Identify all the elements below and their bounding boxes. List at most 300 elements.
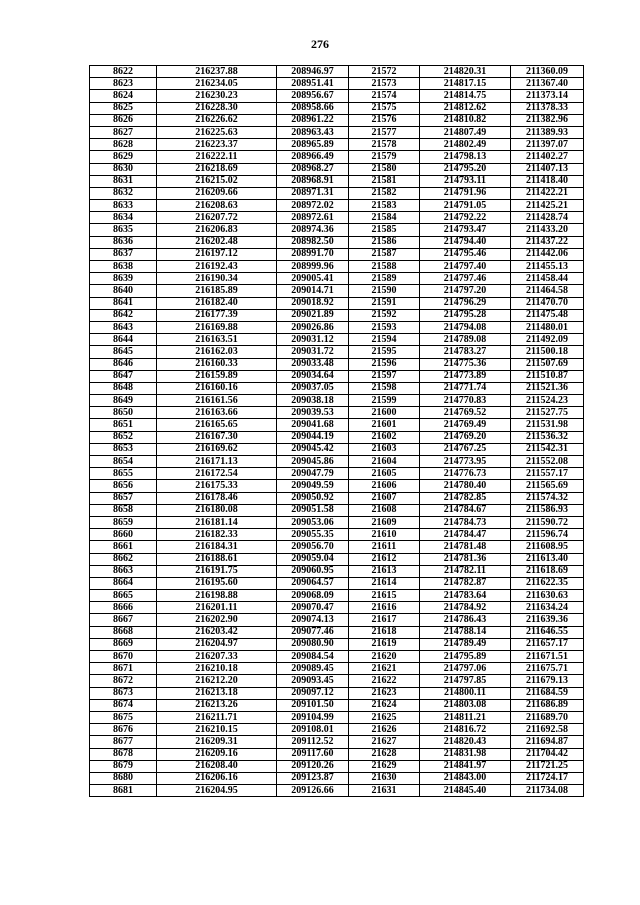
- x-coordinate-right-cell: 214776.73: [420, 468, 511, 480]
- y-coordinate-right-cell: 211684.59: [511, 687, 584, 699]
- point-number-left-cell: 8635: [90, 224, 157, 236]
- y-coordinate-left-cell: 209050.92: [277, 492, 349, 504]
- table-row: [90, 224, 584, 236]
- x-coordinate-left-cell: 216163.51: [157, 334, 277, 346]
- x-coordinate-left-cell: 216182.40: [157, 297, 277, 309]
- y-coordinate-right-cell: 211500.18: [511, 346, 584, 358]
- y-coordinate-left-cell: 209039.53: [277, 407, 349, 419]
- point-number-right-cell: 21611: [349, 541, 420, 553]
- point-number-left-cell: 8675: [90, 711, 157, 723]
- x-coordinate-left-cell: 216195.60: [157, 577, 277, 589]
- x-coordinate-right-cell: 214812.62: [420, 102, 511, 114]
- y-coordinate-left-cell: 209026.86: [277, 321, 349, 333]
- point-number-right-cell: 21576: [349, 114, 420, 126]
- x-coordinate-right-cell: 214773.89: [420, 370, 511, 382]
- point-number-left-cell: 8643: [90, 321, 157, 333]
- x-coordinate-right-cell: 214769.52: [420, 407, 511, 419]
- y-coordinate-right-cell: 211458.44: [511, 273, 584, 285]
- x-coordinate-left-cell: 216208.63: [157, 200, 277, 212]
- point-number-left-cell: 8641: [90, 297, 157, 309]
- point-number-right-cell: 21584: [349, 212, 420, 224]
- x-coordinate-right-cell: 214771.74: [420, 382, 511, 394]
- x-coordinate-left-cell: 216218.69: [157, 163, 277, 175]
- point-number-left-cell: 8679: [90, 760, 157, 772]
- x-coordinate-right-cell: 214773.95: [420, 456, 511, 468]
- y-coordinate-left-cell: 209014.71: [277, 285, 349, 297]
- point-number-right-cell: 21616: [349, 602, 420, 614]
- point-number-left-cell: 8634: [90, 212, 157, 224]
- x-coordinate-left-cell: 216201.11: [157, 602, 277, 614]
- point-number-right-cell: 21621: [349, 663, 420, 675]
- x-coordinate-right-cell: 214784.92: [420, 602, 511, 614]
- y-coordinate-left-cell: 209021.89: [277, 309, 349, 321]
- table-row: [90, 529, 584, 541]
- x-coordinate-right-cell: 214797.40: [420, 261, 511, 273]
- table-row: [90, 334, 584, 346]
- x-coordinate-left-cell: 216178.46: [157, 492, 277, 504]
- point-number-left-cell: 8660: [90, 529, 157, 541]
- point-number-left-cell: 8671: [90, 663, 157, 675]
- x-coordinate-left-cell: 216204.95: [157, 785, 277, 797]
- table-row: [90, 638, 584, 650]
- y-coordinate-right-cell: 211524.23: [511, 395, 584, 407]
- y-coordinate-right-cell: 211590.72: [511, 516, 584, 528]
- table-row: [90, 248, 584, 260]
- x-coordinate-right-cell: 214781.36: [420, 553, 511, 565]
- x-coordinate-left-cell: 216188.61: [157, 553, 277, 565]
- point-number-right-cell: 21580: [349, 163, 420, 175]
- x-coordinate-right-cell: 214789.08: [420, 334, 511, 346]
- y-coordinate-right-cell: 211565.69: [511, 480, 584, 492]
- point-number-right-cell: 21623: [349, 687, 420, 699]
- point-number-right-cell: 21624: [349, 699, 420, 711]
- table-row: [90, 358, 584, 370]
- y-coordinate-left-cell: 209005.41: [277, 273, 349, 285]
- x-coordinate-left-cell: 216177.39: [157, 309, 277, 321]
- x-coordinate-left-cell: 216172.54: [157, 468, 277, 480]
- y-coordinate-right-cell: 211464.58: [511, 285, 584, 297]
- y-coordinate-right-cell: 211527.75: [511, 407, 584, 419]
- x-coordinate-left-cell: 216212.20: [157, 675, 277, 687]
- point-number-right-cell: 21581: [349, 175, 420, 187]
- point-number-right-cell: 21601: [349, 419, 420, 431]
- x-coordinate-right-cell: 214783.27: [420, 346, 511, 358]
- point-number-left-cell: 8659: [90, 516, 157, 528]
- table-row: [90, 492, 584, 504]
- table-row: [90, 163, 584, 175]
- point-number-left-cell: 8681: [90, 785, 157, 797]
- point-number-left-cell: 8626: [90, 114, 157, 126]
- point-number-right-cell: 21617: [349, 614, 420, 626]
- point-number-right-cell: 21631: [349, 785, 420, 797]
- point-number-right-cell: 21579: [349, 151, 420, 163]
- y-coordinate-right-cell: 211634.24: [511, 602, 584, 614]
- x-coordinate-left-cell: 216203.42: [157, 626, 277, 638]
- table-row: [90, 541, 584, 553]
- y-coordinate-left-cell: 209093.45: [277, 675, 349, 687]
- point-number-right-cell: 21622: [349, 675, 420, 687]
- x-coordinate-right-cell: 214788.14: [420, 626, 511, 638]
- y-coordinate-right-cell: 211531.98: [511, 419, 584, 431]
- point-number-left-cell: 8654: [90, 456, 157, 468]
- y-coordinate-right-cell: 211507.69: [511, 358, 584, 370]
- table-row: [90, 577, 584, 589]
- y-coordinate-right-cell: 211622.35: [511, 577, 584, 589]
- y-coordinate-left-cell: 208999.96: [277, 261, 349, 273]
- point-number-right-cell: 21595: [349, 346, 420, 358]
- y-coordinate-right-cell: 211721.25: [511, 760, 584, 772]
- y-coordinate-left-cell: 209070.47: [277, 602, 349, 614]
- point-number-right-cell: 21619: [349, 638, 420, 650]
- point-number-left-cell: 8674: [90, 699, 157, 711]
- table-row: [90, 663, 584, 675]
- y-coordinate-right-cell: 211596.74: [511, 529, 584, 541]
- x-coordinate-left-cell: 216192.43: [157, 261, 277, 273]
- y-coordinate-right-cell: 211492.09: [511, 334, 584, 346]
- x-coordinate-left-cell: 216167.30: [157, 431, 277, 443]
- y-coordinate-left-cell: 208972.02: [277, 200, 349, 212]
- table-row: [90, 407, 584, 419]
- y-coordinate-left-cell: 209117.60: [277, 748, 349, 760]
- x-coordinate-left-cell: 216211.71: [157, 711, 277, 723]
- x-coordinate-right-cell: 214795.46: [420, 248, 511, 260]
- table-row: [90, 419, 584, 431]
- table-row: [90, 370, 584, 382]
- table-row: [90, 590, 584, 602]
- y-coordinate-right-cell: 211646.55: [511, 626, 584, 638]
- table-row: [90, 297, 584, 309]
- y-coordinate-left-cell: 209038.18: [277, 395, 349, 407]
- x-coordinate-left-cell: 216175.33: [157, 480, 277, 492]
- point-number-left-cell: 8631: [90, 175, 157, 187]
- y-coordinate-left-cell: 209047.79: [277, 468, 349, 480]
- y-coordinate-right-cell: 211552.08: [511, 456, 584, 468]
- x-coordinate-right-cell: 214817.15: [420, 78, 511, 90]
- table-row: [90, 346, 584, 358]
- point-number-left-cell: 8663: [90, 565, 157, 577]
- y-coordinate-left-cell: 209031.72: [277, 346, 349, 358]
- y-coordinate-right-cell: 211557.17: [511, 468, 584, 480]
- x-coordinate-left-cell: 216206.16: [157, 772, 277, 784]
- x-coordinate-right-cell: 214797.85: [420, 675, 511, 687]
- x-coordinate-left-cell: 216213.26: [157, 699, 277, 711]
- y-coordinate-right-cell: 211692.58: [511, 724, 584, 736]
- point-number-left-cell: 8624: [90, 90, 157, 102]
- x-coordinate-left-cell: 216209.16: [157, 748, 277, 760]
- point-number-left-cell: 8672: [90, 675, 157, 687]
- y-coordinate-right-cell: 211397.07: [511, 139, 584, 151]
- x-coordinate-right-cell: 214783.64: [420, 590, 511, 602]
- point-number-right-cell: 21610: [349, 529, 420, 541]
- y-coordinate-right-cell: 211618.69: [511, 565, 584, 577]
- y-coordinate-right-cell: 211360.09: [511, 66, 584, 78]
- point-number-right-cell: 21599: [349, 395, 420, 407]
- x-coordinate-right-cell: 214786.43: [420, 614, 511, 626]
- table-row: [90, 553, 584, 565]
- y-coordinate-right-cell: 211675.71: [511, 663, 584, 675]
- y-coordinate-left-cell: 209033.48: [277, 358, 349, 370]
- table-row: [90, 200, 584, 212]
- y-coordinate-right-cell: 211521.36: [511, 382, 584, 394]
- point-number-right-cell: 21606: [349, 480, 420, 492]
- coordinates-table-body: [90, 66, 584, 797]
- y-coordinate-left-cell: 209064.57: [277, 577, 349, 589]
- x-coordinate-left-cell: 216159.89: [157, 370, 277, 382]
- point-number-right-cell: 21572: [349, 66, 420, 78]
- point-number-left-cell: 8644: [90, 334, 157, 346]
- table-row: [90, 760, 584, 772]
- x-coordinate-right-cell: 214782.85: [420, 492, 511, 504]
- y-coordinate-left-cell: 209120.26: [277, 760, 349, 772]
- point-number-right-cell: 21594: [349, 334, 420, 346]
- x-coordinate-right-cell: 214767.25: [420, 443, 511, 455]
- y-coordinate-left-cell: 209056.70: [277, 541, 349, 553]
- y-coordinate-right-cell: 211418.40: [511, 175, 584, 187]
- table-row: [90, 443, 584, 455]
- x-coordinate-right-cell: 214807.49: [420, 126, 511, 138]
- x-coordinate-left-cell: 216234.05: [157, 78, 277, 90]
- point-number-left-cell: 8645: [90, 346, 157, 358]
- y-coordinate-right-cell: 211455.13: [511, 261, 584, 273]
- y-coordinate-left-cell: 209077.46: [277, 626, 349, 638]
- point-number-left-cell: 8656: [90, 480, 157, 492]
- x-coordinate-right-cell: 214802.49: [420, 139, 511, 151]
- point-number-right-cell: 21604: [349, 456, 420, 468]
- point-number-left-cell: 8677: [90, 736, 157, 748]
- table-row: [90, 309, 584, 321]
- point-number-left-cell: 8646: [90, 358, 157, 370]
- y-coordinate-right-cell: 211657.17: [511, 638, 584, 650]
- x-coordinate-right-cell: 214831.98: [420, 748, 511, 760]
- table-row: [90, 273, 584, 285]
- y-coordinate-left-cell: 209044.19: [277, 431, 349, 443]
- x-coordinate-right-cell: 214841.97: [420, 760, 511, 772]
- point-number-left-cell: 8676: [90, 724, 157, 736]
- y-coordinate-left-cell: 209123.87: [277, 772, 349, 784]
- point-number-right-cell: 21586: [349, 236, 420, 248]
- y-coordinate-right-cell: 211407.13: [511, 163, 584, 175]
- point-number-left-cell: 8637: [90, 248, 157, 260]
- point-number-right-cell: 21629: [349, 760, 420, 772]
- y-coordinate-right-cell: 211422.21: [511, 187, 584, 199]
- point-number-left-cell: 8633: [90, 200, 157, 212]
- y-coordinate-right-cell: 211378.33: [511, 102, 584, 114]
- point-number-right-cell: 21590: [349, 285, 420, 297]
- x-coordinate-right-cell: 214791.96: [420, 187, 511, 199]
- point-number-left-cell: 8630: [90, 163, 157, 175]
- table-row: [90, 480, 584, 492]
- point-number-right-cell: 21577: [349, 126, 420, 138]
- point-number-left-cell: 8639: [90, 273, 157, 285]
- y-coordinate-right-cell: 211608.95: [511, 541, 584, 553]
- point-number-left-cell: 8652: [90, 431, 157, 443]
- y-coordinate-left-cell: 208968.91: [277, 175, 349, 187]
- y-coordinate-right-cell: 211437.22: [511, 236, 584, 248]
- y-coordinate-left-cell: 209089.45: [277, 663, 349, 675]
- table-row: [90, 687, 584, 699]
- table-row: [90, 187, 584, 199]
- y-coordinate-left-cell: 209034.64: [277, 370, 349, 382]
- y-coordinate-right-cell: 211367.40: [511, 78, 584, 90]
- y-coordinate-left-cell: 209055.35: [277, 529, 349, 541]
- x-coordinate-right-cell: 214820.31: [420, 66, 511, 78]
- y-coordinate-left-cell: 208991.70: [277, 248, 349, 260]
- table-row: [90, 321, 584, 333]
- x-coordinate-left-cell: 216207.33: [157, 651, 277, 663]
- point-number-right-cell: 21620: [349, 651, 420, 663]
- table-row: [90, 285, 584, 297]
- x-coordinate-left-cell: 216215.02: [157, 175, 277, 187]
- table-row: [90, 395, 584, 407]
- y-coordinate-right-cell: 211704.42: [511, 748, 584, 760]
- point-number-left-cell: 8625: [90, 102, 157, 114]
- point-number-right-cell: 21626: [349, 724, 420, 736]
- table-row: [90, 90, 584, 102]
- x-coordinate-left-cell: 216181.14: [157, 516, 277, 528]
- x-coordinate-right-cell: 214784.47: [420, 529, 511, 541]
- point-number-left-cell: 8670: [90, 651, 157, 663]
- table-row: [90, 212, 584, 224]
- table-row: [90, 626, 584, 638]
- point-number-left-cell: 8666: [90, 602, 157, 614]
- point-number-right-cell: 21602: [349, 431, 420, 443]
- y-coordinate-left-cell: 209126.66: [277, 785, 349, 797]
- point-number-left-cell: 8628: [90, 139, 157, 151]
- y-coordinate-right-cell: 211433.20: [511, 224, 584, 236]
- table-row: [90, 78, 584, 90]
- point-number-left-cell: 8653: [90, 443, 157, 455]
- y-coordinate-right-cell: 211536.32: [511, 431, 584, 443]
- x-coordinate-right-cell: 214782.11: [420, 565, 511, 577]
- y-coordinate-left-cell: 209080.90: [277, 638, 349, 650]
- point-number-right-cell: 21596: [349, 358, 420, 370]
- point-number-right-cell: 21575: [349, 102, 420, 114]
- point-number-right-cell: 21625: [349, 711, 420, 723]
- table-row: [90, 724, 584, 736]
- table-row: [90, 261, 584, 273]
- y-coordinate-right-cell: 211630.63: [511, 590, 584, 602]
- x-coordinate-right-cell: 214780.40: [420, 480, 511, 492]
- x-coordinate-left-cell: 216206.83: [157, 224, 277, 236]
- x-coordinate-left-cell: 216228.30: [157, 102, 277, 114]
- x-coordinate-left-cell: 216210.18: [157, 663, 277, 675]
- x-coordinate-left-cell: 216160.33: [157, 358, 277, 370]
- y-coordinate-right-cell: 211475.48: [511, 309, 584, 321]
- point-number-left-cell: 8678: [90, 748, 157, 760]
- x-coordinate-left-cell: 216190.34: [157, 273, 277, 285]
- x-coordinate-left-cell: 216197.12: [157, 248, 277, 260]
- point-number-right-cell: 21591: [349, 297, 420, 309]
- y-coordinate-right-cell: 211389.93: [511, 126, 584, 138]
- table-row: [90, 151, 584, 163]
- x-coordinate-right-cell: 214793.47: [420, 224, 511, 236]
- y-coordinate-right-cell: 211679.13: [511, 675, 584, 687]
- coordinates-table: [89, 65, 584, 797]
- table-row: [90, 675, 584, 687]
- table-row: [90, 614, 584, 626]
- point-number-left-cell: 8680: [90, 772, 157, 784]
- y-coordinate-left-cell: 209049.59: [277, 480, 349, 492]
- x-coordinate-left-cell: 216223.37: [157, 139, 277, 151]
- point-number-right-cell: 21589: [349, 273, 420, 285]
- x-coordinate-right-cell: 214843.00: [420, 772, 511, 784]
- point-number-right-cell: 21614: [349, 577, 420, 589]
- y-coordinate-right-cell: 211694.87: [511, 736, 584, 748]
- y-coordinate-right-cell: 211671.51: [511, 651, 584, 663]
- y-coordinate-left-cell: 208965.89: [277, 139, 349, 151]
- x-coordinate-right-cell: 214794.40: [420, 236, 511, 248]
- table-row: [90, 236, 584, 248]
- table-row: [90, 711, 584, 723]
- x-coordinate-right-cell: 214797.06: [420, 663, 511, 675]
- point-number-right-cell: 21612: [349, 553, 420, 565]
- x-coordinate-right-cell: 214798.13: [420, 151, 511, 163]
- y-coordinate-left-cell: 208968.27: [277, 163, 349, 175]
- y-coordinate-right-cell: 211689.70: [511, 711, 584, 723]
- x-coordinate-right-cell: 214789.49: [420, 638, 511, 650]
- y-coordinate-left-cell: 209045.42: [277, 443, 349, 455]
- point-number-left-cell: 8668: [90, 626, 157, 638]
- y-coordinate-left-cell: 208982.50: [277, 236, 349, 248]
- table-row: [90, 139, 584, 151]
- x-coordinate-left-cell: 216184.31: [157, 541, 277, 553]
- y-coordinate-right-cell: 211373.14: [511, 90, 584, 102]
- point-number-left-cell: 8669: [90, 638, 157, 650]
- point-number-right-cell: 21583: [349, 200, 420, 212]
- point-number-right-cell: 21609: [349, 516, 420, 528]
- x-coordinate-left-cell: 216180.08: [157, 504, 277, 516]
- table-row: [90, 468, 584, 480]
- point-number-left-cell: 8648: [90, 382, 157, 394]
- x-coordinate-left-cell: 216237.88: [157, 66, 277, 78]
- x-coordinate-right-cell: 214796.29: [420, 297, 511, 309]
- table-row: [90, 699, 584, 711]
- y-coordinate-right-cell: 211724.17: [511, 772, 584, 784]
- x-coordinate-right-cell: 214792.22: [420, 212, 511, 224]
- y-coordinate-left-cell: 209084.54: [277, 651, 349, 663]
- x-coordinate-right-cell: 214797.20: [420, 285, 511, 297]
- x-coordinate-left-cell: 216202.90: [157, 614, 277, 626]
- table-row: [90, 382, 584, 394]
- x-coordinate-left-cell: 216207.72: [157, 212, 277, 224]
- point-number-right-cell: 21613: [349, 565, 420, 577]
- x-coordinate-left-cell: 216165.65: [157, 419, 277, 431]
- y-coordinate-left-cell: 209018.92: [277, 297, 349, 309]
- point-number-left-cell: 8650: [90, 407, 157, 419]
- x-coordinate-right-cell: 214794.08: [420, 321, 511, 333]
- y-coordinate-left-cell: 208971.31: [277, 187, 349, 199]
- x-coordinate-right-cell: 214795.89: [420, 651, 511, 663]
- point-number-right-cell: 21615: [349, 590, 420, 602]
- table-row: [90, 516, 584, 528]
- x-coordinate-right-cell: 214795.20: [420, 163, 511, 175]
- point-number-left-cell: 8673: [90, 687, 157, 699]
- point-number-left-cell: 8667: [90, 614, 157, 626]
- point-number-left-cell: 8642: [90, 309, 157, 321]
- y-coordinate-right-cell: 211470.70: [511, 297, 584, 309]
- y-coordinate-right-cell: 211510.87: [511, 370, 584, 382]
- x-coordinate-left-cell: 216162.03: [157, 346, 277, 358]
- y-coordinate-left-cell: 208966.49: [277, 151, 349, 163]
- x-coordinate-left-cell: 216191.75: [157, 565, 277, 577]
- x-coordinate-left-cell: 216213.18: [157, 687, 277, 699]
- table-row: [90, 565, 584, 577]
- table-row: [90, 126, 584, 138]
- point-number-right-cell: 21600: [349, 407, 420, 419]
- point-number-left-cell: 8627: [90, 126, 157, 138]
- y-coordinate-right-cell: 211613.40: [511, 553, 584, 565]
- x-coordinate-left-cell: 216160.16: [157, 382, 277, 394]
